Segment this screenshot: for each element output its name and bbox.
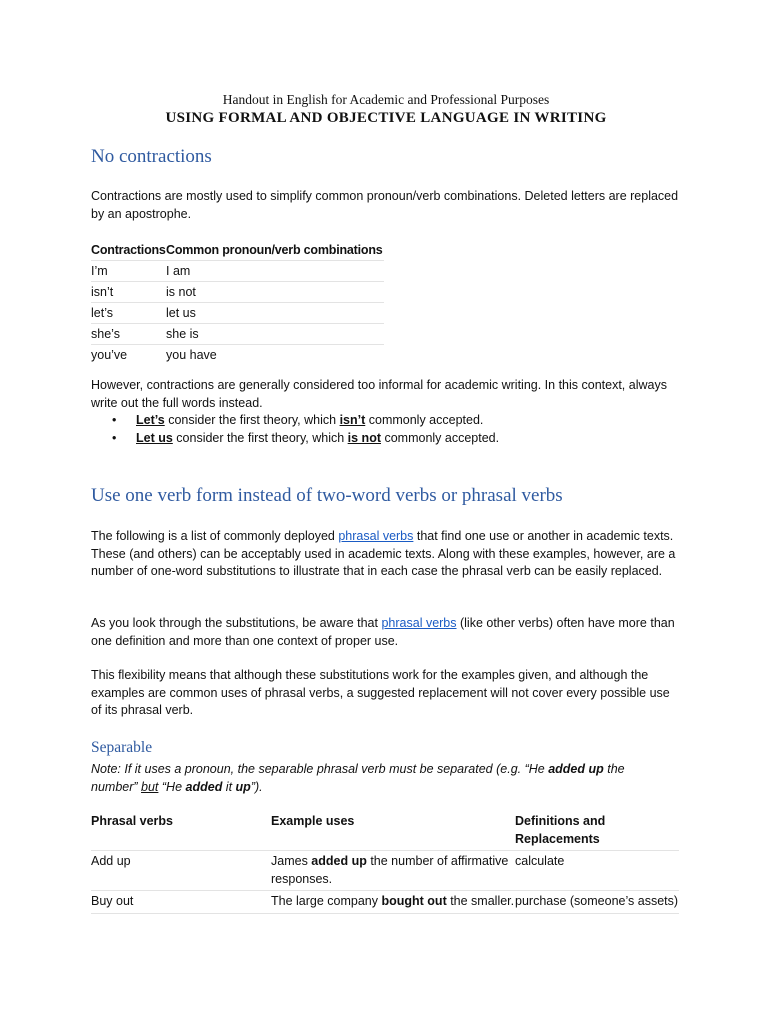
table-cell: you have [166,345,384,366]
table-cell: isn’t [91,282,166,303]
table-row [91,345,384,366]
table-cell: calculate [515,851,679,891]
list-item: • Let’s consider the first theory, which isn’t commonly accepted. [91,412,499,430]
table-row [91,851,679,891]
table-cell: James added up the number of affirmative responses. [271,851,515,891]
phrasal-verbs-link[interactable]: phrasal verbs [381,616,457,630]
table-cell: she is [166,324,384,345]
table-row [91,303,384,324]
table-header: Phrasal verbs [91,814,173,828]
table-cell: she’s [91,324,166,345]
contractions-table [91,240,384,365]
contractions-intro: Contractions are mostly used to simplify common pronoun/verb combinations. Deleted letters are replaced by an apostrophe. [91,189,679,221]
phrasal-paragraph-3: This flexibility means that although these substitutions work for the examples given, and although the examples are common uses of phrasal verbs, a suggested replacement will not cover every possible use of its phrasal verb. [91,668,670,717]
phrasal-verbs-link[interactable]: phrasal verbs [338,529,414,543]
document-title: USING FORMAL AND OBJECTIVE LANGUAGE IN WRITING [165,110,607,126]
phrasal-verbs-table [91,813,679,914]
table-cell: I am [166,261,384,282]
document-subtitle: Handout in English for Academic and Professional Purposes [222,92,550,107]
table-cell: purchase (someone’s assets) [515,891,679,914]
example-bullets [91,412,499,447]
table-row [91,282,384,303]
table-cell: Add up [91,851,271,891]
table-row [91,891,679,914]
phrasal-paragraph-2: As you look through the substitutions, be aware that phrasal verbs (like other verbs) often have more than one definition and more than one context of proper use. [91,616,675,648]
list-item: • Let us consider the first theory, which is not commonly accepted. [91,430,499,448]
table-cell: let’s [91,303,166,324]
table-cell: you’ve [91,345,166,366]
heading-phrasal-verbs: Use one verb form instead of two-word verbs or phrasal verbs [91,485,563,506]
table-cell: The large company bought out the smaller. [271,891,515,914]
bullet-icon: • [112,413,117,427]
table-header: Definitions and Replacements [515,814,606,846]
heading-separable: Separable [91,739,153,756]
heading-no-contractions: No contractions [91,146,212,167]
table-row [91,261,384,282]
table-cell: let us [166,303,384,324]
table-header: Common pronoun/verb combinations [166,243,383,257]
table-header: Example uses [271,814,355,828]
table-header: Contractions [91,243,166,257]
bullet-icon: • [112,430,117,445]
table-cell: Buy out [91,891,271,914]
separable-note: Note: If it uses a pronoun, the separable phrasal verb must be separated (e.g. “He added up the number” but “He added it up”). [91,762,625,794]
phrasal-intro: The following is a list of commonly deployed phrasal verbs that find one use or another in academic texts. These (and others) can be acceptably used in academic texts. Along with these examples, however, are a number of one-word substitutions to illustrate that in each case the phrasal verb can be easily replaced. [91,529,676,578]
table-cell: I’m [91,261,166,282]
table-row [91,324,384,345]
table-cell: is not [166,282,384,303]
contractions-note: However, contractions are generally considered too informal for academic writing. In this context, always write out the full words instead. [91,378,667,410]
